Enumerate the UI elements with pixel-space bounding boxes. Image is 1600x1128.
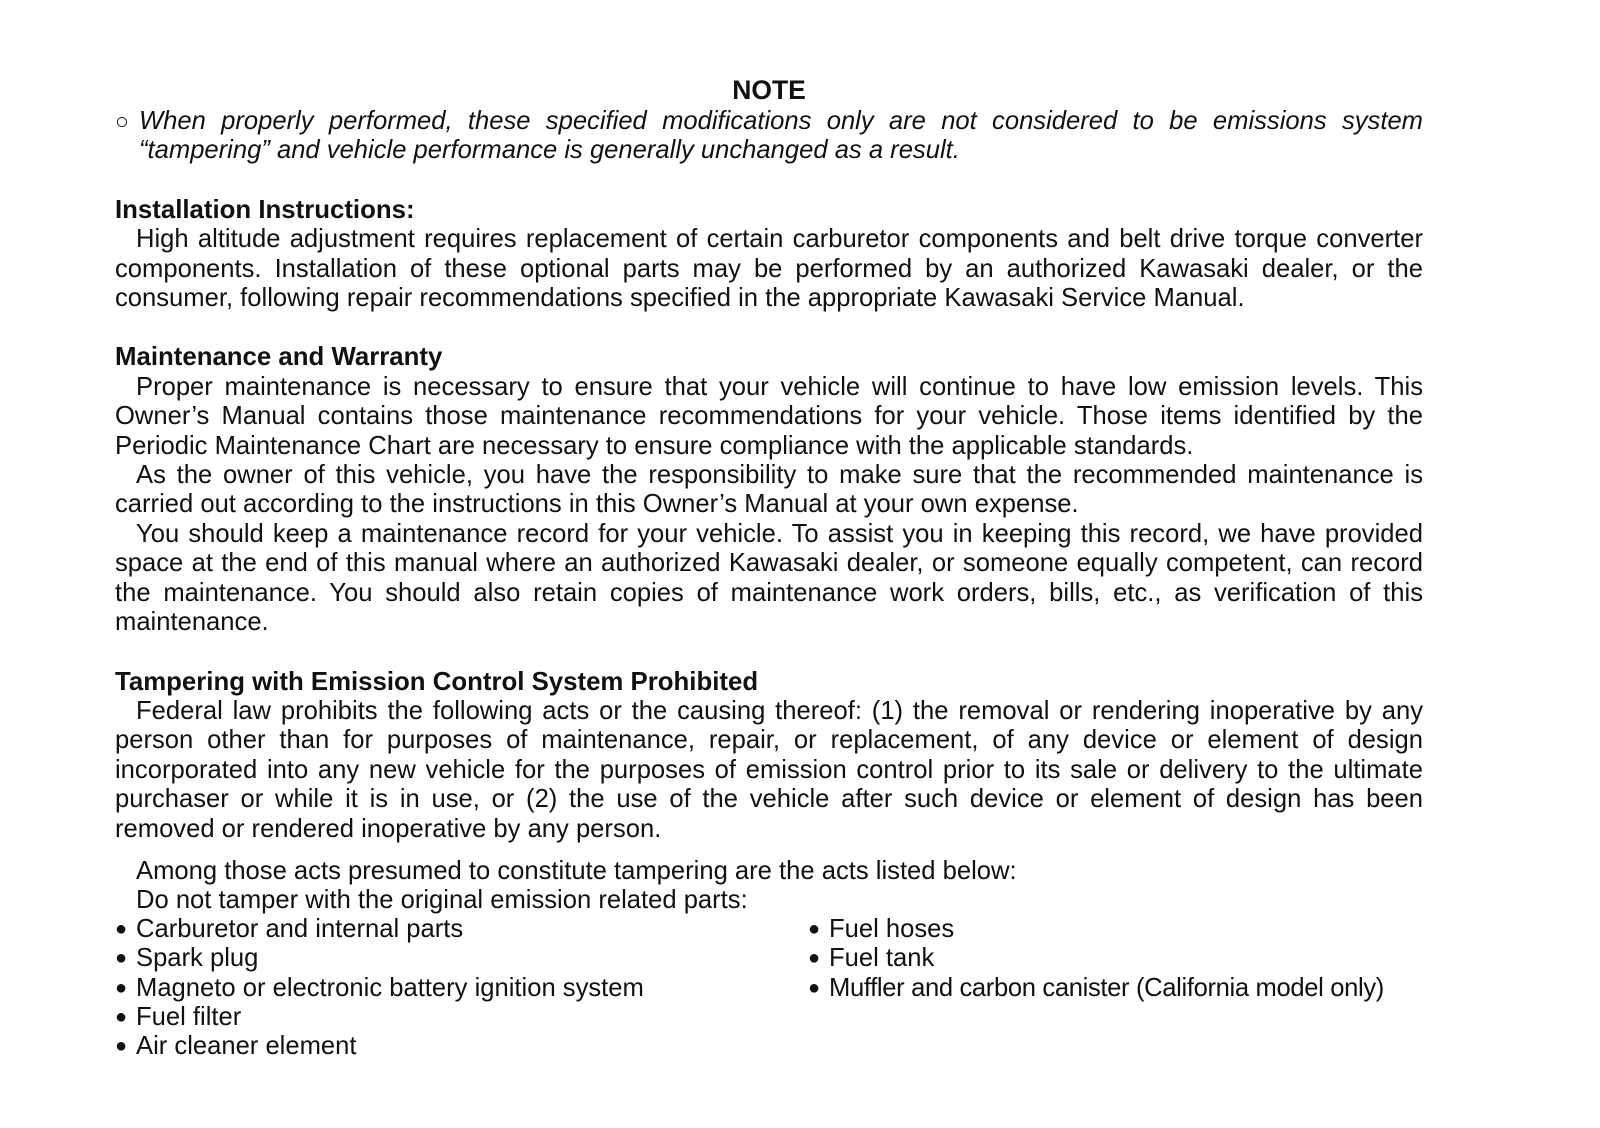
list-item [115, 1003, 808, 1032]
bullet-dot-icon: ● [808, 947, 821, 970]
list-item-label: Spark plug [136, 944, 259, 973]
emission-parts-list [115, 915, 1423, 1062]
maintenance-paragraph: As the owner of this vehicle, you have the responsibility to make sure that the recommended maintenance is carried out according to the instructions in this Owner’s Manual at your own expense. [115, 461, 1423, 519]
list-item-label: Fuel hoses [829, 914, 955, 943]
list-item-label: Air cleaner element [136, 1032, 357, 1061]
list-item-label: Muffler and carbon canister (California model only) [829, 973, 1384, 1002]
bullet-dot-icon: ● [808, 976, 821, 999]
note-block [115, 107, 1423, 166]
list-item [115, 944, 808, 973]
maintenance-paragraph: Proper maintenance is necessary to ensure that your vehicle will continue to have low emission levels. This Owner’s Manual contains those maintenance recommendations for your vehicle. Those items identified by the Periodic Maintenance Chart are necessary to ensure compliance with the applicable standards. [115, 372, 1423, 460]
bullet-dot-icon: ● [115, 947, 128, 970]
list-item [808, 915, 1423, 944]
list-item [115, 915, 808, 944]
list-item-label: Carburetor and internal parts [136, 914, 464, 943]
list-item [808, 944, 1423, 973]
tampering-heading: Tampering with Emission Control System Prohibited [115, 667, 759, 696]
list-item-label: Fuel filter [136, 1002, 242, 1031]
list-item-label: Fuel tank [829, 944, 935, 973]
bullet-dot-icon: ● [115, 1005, 128, 1028]
list-item [115, 974, 808, 1003]
parts-column-right [808, 915, 1423, 1062]
bullet-dot-icon: ● [808, 917, 821, 940]
hollow-circle-bullet-icon: ○ [115, 108, 129, 134]
maintenance-paragraph: You should keep a maintenance record for your vehicle. To assist you in keeping this record, we have provided space at the end of this manual where an authorized Kawasaki dealer, or someone equally competent, can record the maintenance. You should also retain copies of maintenance work orders, bills, etc., as verification of this maintenance. [115, 519, 1423, 637]
maintenance-heading: Maintenance and Warranty [115, 343, 443, 372]
note-title: NOTE [732, 75, 806, 105]
list-item-label: Magneto or electronic battery ignition system [136, 973, 644, 1002]
bullet-dot-icon: ● [115, 976, 128, 999]
parts-column-left [115, 915, 808, 1062]
bullet-dot-icon: ● [115, 1035, 128, 1058]
installation-heading: Installation Instructions: [115, 195, 415, 224]
installation-paragraph: High altitude adjustment requires replacement of certain carburetor components and belt drive torque converter components. Installation of these optional parts may be performed by an authorized Kawasaki dealer, or the consumer, following repair recommendations specified in the appropriate Kawasaki Service Manual. [115, 225, 1423, 313]
tampering-parts-intro: Do not tamper with the original emission related parts: [136, 886, 748, 915]
bullet-dot-icon: ● [115, 917, 128, 940]
tampering-acts-line: Among those acts presumed to constitute tampering are the acts listed below: [136, 856, 1017, 885]
tampering-paragraph: Federal law prohibits the following acts or the causing thereof: (1) the removal or rendering inoperative by any person other than for purposes of maintenance, repair, or replacement, of any device or element of design incorporated into any new vehicle for the purposes of emission control prior to its sale or delivery to the ultimate purchaser or while it is in use, or (2) the use of the vehicle after such device or element of design has been removed or rendered inoperative by any person. [115, 696, 1423, 843]
list-item [115, 1032, 808, 1061]
list-item [808, 974, 1423, 1003]
manual-page [115, 74, 1423, 1062]
note-text: When properly performed, these specified modifications only are not considered to be emissions system “tampering” and vehicle performance is generally unchanged as a result. [139, 107, 1423, 165]
